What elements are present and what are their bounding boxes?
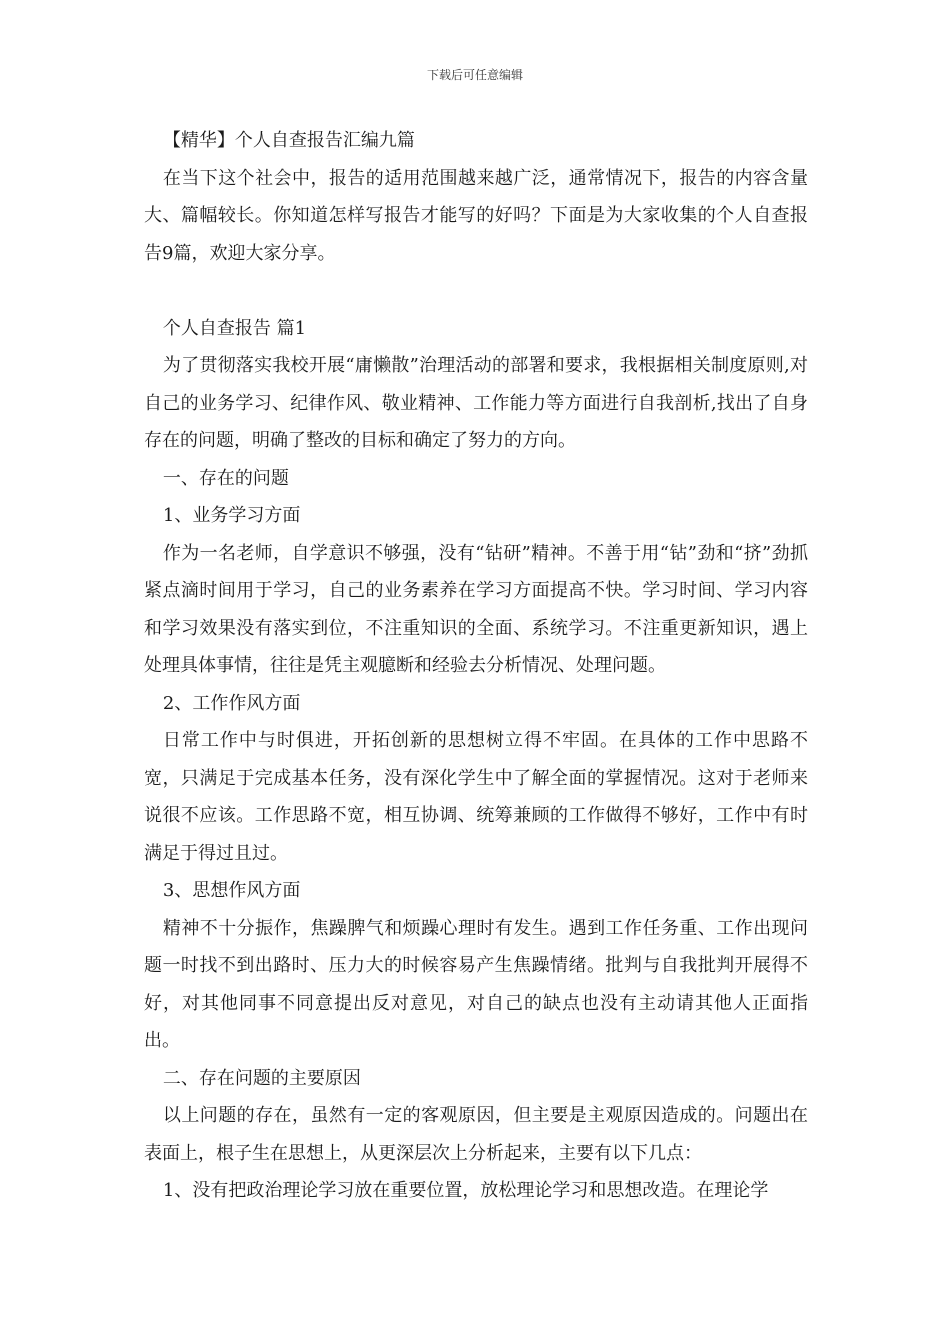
document-title: 【精华】个人自查报告汇编九篇 xyxy=(162,130,415,151)
paragraph: 作为一名老师，自学意识不够强，没有“钻研”精神。不善于用“钻”劲和“挤”劲抓紧点滴时间用于学习，自己的业务素养在学习方面提高不快。学习时间、学习内容和学习效果没有落实到位，不注重知识的全面、系统学习。不注重更新知识，遇上处理具体事情，往往是凭主观臆断和经验去分析情况、处理问题。 xyxy=(144,542,808,676)
paragraph: 日常工作中与时俱进，开拓创新的思想树立得不牢固。在具体的工作中思路不宽，只满足于完成基本任务，没有深化学生中了解全面的掌握情况。这对于老师来说很不应该。工作思路不宽，相互协调、统筹兼顾的工作做得不够好，工作中有时满足于得过且过。 xyxy=(144,730,808,864)
subheading: 2、工作作风方面 xyxy=(162,692,301,714)
paragraph: 精神不十分振作，焦躁脾气和烦躁心理时有发生。遇到工作任务重、工作出现问题一时找不到出路时、压力大的时候容易产生焦躁情绪。批判与自我批判开展得不好，对其他同事不同意提出反对意见，对自己的缺点也没有主动请其他人正面指出。 xyxy=(144,917,808,1051)
subheading: 3、思想作风方面 xyxy=(162,880,301,901)
subheading: 二、存在问题的主要原因 xyxy=(162,1067,361,1089)
paragraph: 为了贯彻落实我校开展“庸懒散”治理活动的部署和要求，我根据相关制度原则,对自己的业务学习、纪律作风、敬业精神、工作能力等方面进行自我剖析,找出了自身存在的问题，明确了整改的目标和确定了努力的方向。 xyxy=(144,355,808,451)
paragraph-intro: 在当下这个社会中，报告的适用范围越来越广泛，通常情况下，报告的内容含量大、篇幅较长。你知道怎样写报告才能写的好吗？下面是为大家收集的个人自查报告9篇，欢迎大家分享。 xyxy=(144,167,808,264)
document-body xyxy=(144,122,808,1210)
paragraph: 1、没有把政治理论学习放在重要位置，放松理论学习和思想改造。在理论学 xyxy=(162,1180,769,1201)
subheading: 1、业务学习方面 xyxy=(162,505,301,526)
paragraph: 以上问题的存在，虽然有一定的客观原因，但主要是主观原因造成的。问题出在表面上，根子生在思想上，从更深层次上分析起来，主要有以下几点： xyxy=(144,1105,808,1164)
blank-line xyxy=(144,272,808,310)
subheading: 一、存在的问题 xyxy=(162,467,289,489)
header-note: 下载后可任意编辑 xyxy=(426,68,523,82)
section-heading: 个人自查报告 篇1 xyxy=(162,317,307,339)
